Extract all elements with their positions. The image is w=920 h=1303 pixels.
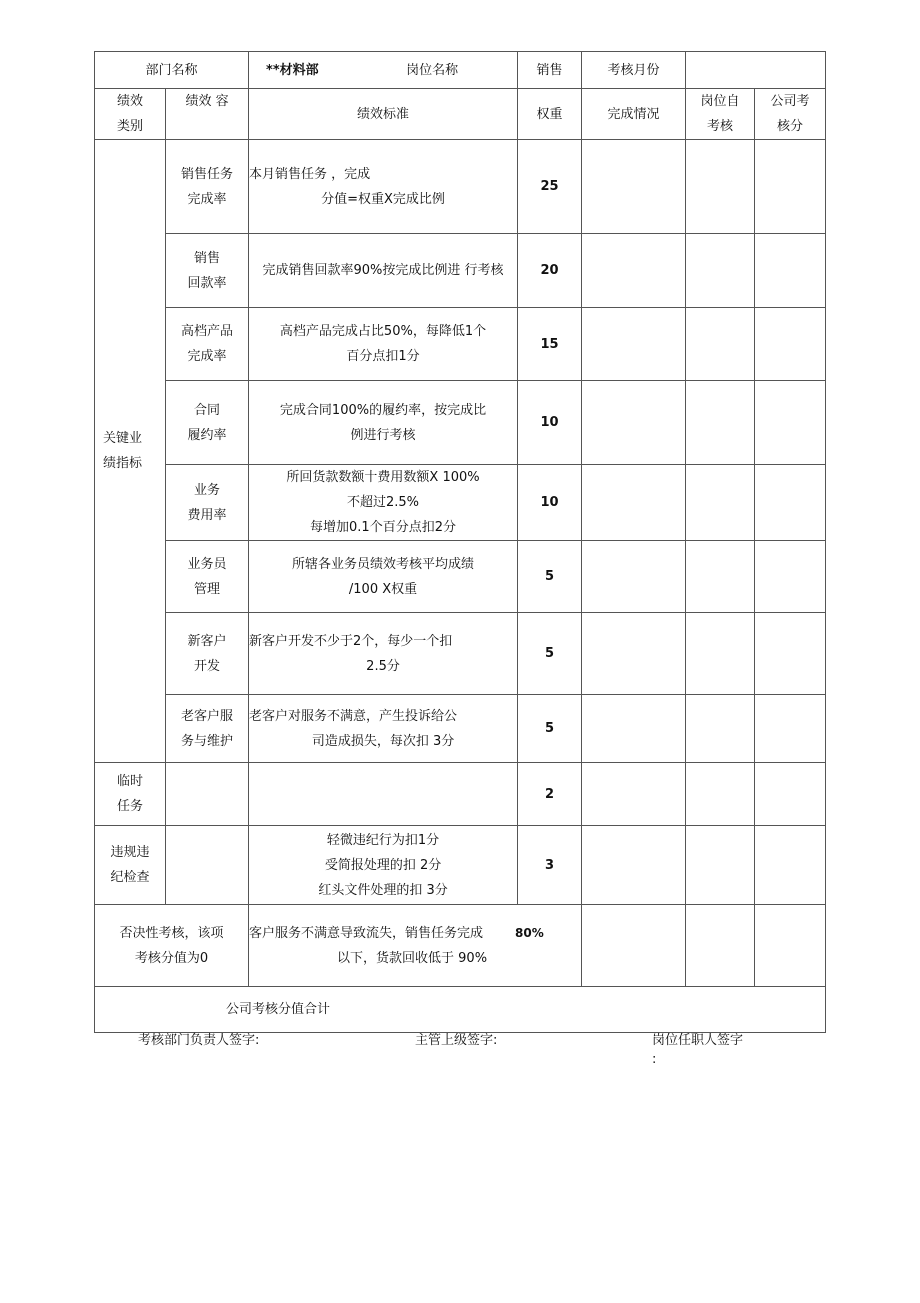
assessment-table: [94, 51, 826, 1033]
dept-head-signature-label: 考核部门负责人签字:: [138, 1033, 260, 1048]
key-category: 关键业 绩指标: [95, 140, 166, 763]
completion-cell: [582, 763, 686, 826]
col-standard: 绩效标准: [249, 89, 518, 140]
dept-post-cell: [249, 52, 518, 89]
company-score-cell: [755, 613, 826, 695]
dept-value: **材料部: [266, 62, 319, 78]
completion-cell: [582, 905, 686, 987]
temp-task-weight: 2: [518, 763, 582, 826]
table-row: [95, 308, 826, 381]
completion-cell: [582, 140, 686, 234]
row-standard: 老客户对服务不满意，产生投诉给公 司造成损失，每次扣 3分: [249, 695, 518, 763]
row-name: 业务员 管理: [166, 541, 249, 613]
self-score-cell: [686, 613, 755, 695]
row-name: 新客户 开发: [166, 613, 249, 695]
company-score-cell: [755, 308, 826, 381]
self-score-cell: [686, 234, 755, 308]
violation-category: 违规违 纪检查: [95, 826, 166, 905]
self-score-cell: [686, 465, 755, 541]
self-score-cell: [686, 381, 755, 465]
row-weight: 10: [518, 381, 582, 465]
self-score-cell: [686, 826, 755, 905]
row-name: 合同 履约率: [166, 381, 249, 465]
row-name: 业务 费用率: [166, 465, 249, 541]
self-score-cell: [686, 308, 755, 381]
company-score-cell: [755, 381, 826, 465]
self-score-cell: [686, 140, 755, 234]
temp-task-row: [95, 763, 826, 826]
col-self-score: 岗位自 考核: [686, 89, 755, 140]
completion-cell: [582, 381, 686, 465]
post-label: 岗位名称: [406, 62, 459, 78]
row-standard: 高档产品完成占比50%，每降低1个 百分点扣1分: [249, 308, 518, 381]
completion-cell: [582, 465, 686, 541]
dept-label: 部门名称: [95, 52, 249, 89]
table-row: [95, 140, 826, 234]
company-score-cell: [755, 905, 826, 987]
self-score-cell: [686, 541, 755, 613]
row-standard: 完成销售回款率90%按完成比例进 行考核: [249, 234, 518, 308]
temp-task-category: 临时 任务: [95, 763, 166, 826]
row-weight: 10: [518, 465, 582, 541]
violation-row: [95, 826, 826, 905]
row-weight: 5: [518, 695, 582, 763]
employee-signature-label: 岗位任职人签字 :: [652, 1033, 744, 1067]
completion-cell: [582, 541, 686, 613]
temp-task-standard: [249, 763, 518, 826]
col-weight: 权重: [518, 89, 582, 140]
row-standard: 所回货款数额十费用数额X 100% 不超过2.5% 每增加0.1个百分点扣2分: [249, 465, 518, 541]
row-standard: 本月销售任务 ，完成 分值=权重X完成比例: [249, 140, 518, 234]
veto-standard: 客户服务不满意导致流失，销售任务完成 80% 以下，货款回收低于 90%: [249, 905, 582, 987]
row-standard: 所辖各业务员绩效考核平均成绩 /100 X权重: [249, 541, 518, 613]
completion-cell: [582, 308, 686, 381]
company-score-cell: [755, 826, 826, 905]
violation-standard: 轻微违纪行为扣1分 受简报处理的扣 2分 红头文件处理的扣 3分: [249, 826, 518, 905]
month-label: 考核月份: [582, 52, 686, 89]
row-weight: 15: [518, 308, 582, 381]
veto-percent: 80%: [515, 925, 544, 940]
row-name: 销售 回款率: [166, 234, 249, 308]
col-company-score: 公司考 核分: [755, 89, 826, 140]
post-value: 销售: [518, 52, 582, 89]
completion-cell: [582, 234, 686, 308]
table-row: [95, 234, 826, 308]
veto-label: 否决性考核，该项 考核分值为0: [95, 905, 249, 987]
self-score-cell: [686, 695, 755, 763]
month-value: [686, 52, 826, 89]
row-weight: 5: [518, 613, 582, 695]
row-name: 老客户服 务与维护: [166, 695, 249, 763]
company-score-cell: [755, 234, 826, 308]
violation-content: [166, 826, 249, 905]
row-name: 销售任务 完成率: [166, 140, 249, 234]
company-score-cell: [755, 763, 826, 826]
col-category: 绩效 类别: [95, 89, 166, 140]
self-score-cell: [686, 763, 755, 826]
col-content: 绩效 容: [166, 89, 249, 140]
header-row: [95, 52, 826, 89]
completion-cell: [582, 613, 686, 695]
table-row: [95, 695, 826, 763]
total-row: [95, 987, 826, 1033]
company-score-cell: [755, 695, 826, 763]
row-standard: 新客户开发不少于2个，每少一个扣 2.5分: [249, 613, 518, 695]
row-standard: 完成合同100%的履约率，按完成比 例进行考核: [249, 381, 518, 465]
table-row: [95, 541, 826, 613]
completion-cell: [582, 826, 686, 905]
company-score-cell: [755, 465, 826, 541]
company-score-cell: [755, 140, 826, 234]
col-completion: 完成情况: [582, 89, 686, 140]
supervisor-signature-label: 主管上级签字:: [415, 1033, 498, 1048]
row-name: 高档产品 完成率: [166, 308, 249, 381]
completion-cell: [582, 695, 686, 763]
self-score-cell: [686, 905, 755, 987]
table-row: [95, 381, 826, 465]
table-row: [95, 613, 826, 695]
total-label: 公司考核分值合计: [226, 1002, 331, 1017]
table-row: [95, 465, 826, 541]
temp-task-content: [166, 763, 249, 826]
row-weight: 5: [518, 541, 582, 613]
veto-row: [95, 905, 826, 987]
column-header-row: [95, 89, 826, 140]
total-cell: [95, 987, 826, 1033]
row-weight: 25: [518, 140, 582, 234]
violation-weight: 3: [518, 826, 582, 905]
row-weight: 20: [518, 234, 582, 308]
company-score-cell: [755, 541, 826, 613]
